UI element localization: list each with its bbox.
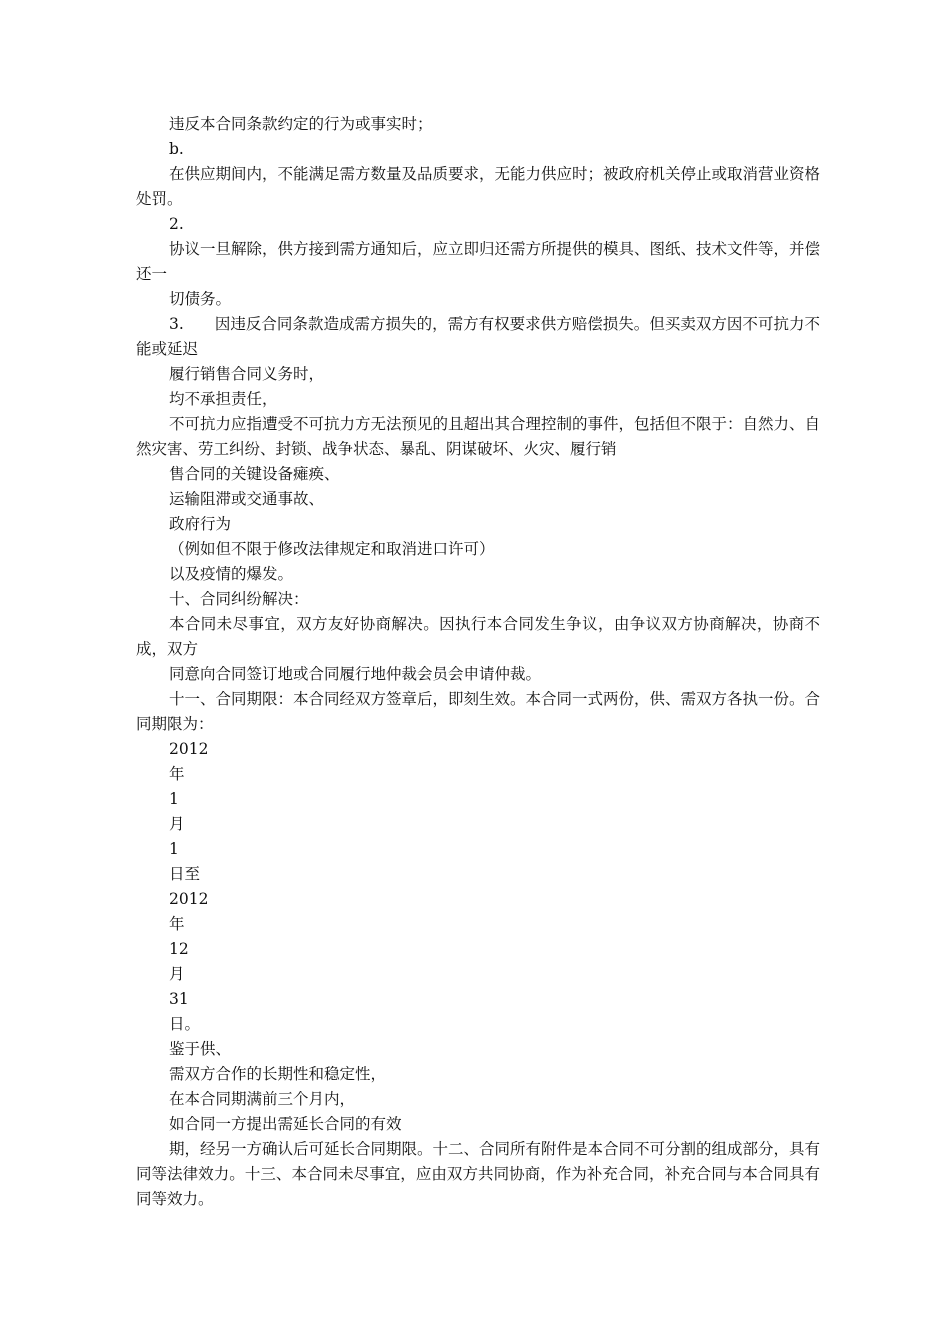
paragraph: （例如但不限于修改法律规定和取消进口许可） [169, 540, 495, 558]
date-fragment: 日。 [169, 1015, 201, 1033]
paragraph: 运输阻滞或交通事故、 [169, 490, 325, 508]
paragraph: 本合同未尽事宜，双方友好协商解决。因执行本合同发生争议，由争议双方协商解决，协商不成，双方 [136, 615, 820, 658]
paragraph: 在供应期间内，不能满足需方数量及品质要求，无能力供应时；被政府机关停止或取消营业资格处罚。 [136, 165, 821, 208]
paragraph: 期，经另一方确认后可延长合同期限。十二、合同所有附件是本合同不可分割的组成部分，具有同等法律效力。十三、本合同未尽事宜，应由双方共同协商，作为补充合同，补充合同与本合同具有同等效力。 [136, 1140, 821, 1208]
date-fragment: 1 [169, 840, 179, 858]
date-fragment: 年 [169, 765, 185, 783]
date-fragment: 月 [169, 815, 185, 833]
paragraph: 需双方合作的长期性和稳定性， [169, 1065, 387, 1083]
paragraph: 违反本合同条款约定的行为或事实时； [169, 115, 433, 133]
paragraph: 切债务。 [169, 290, 232, 308]
date-fragment: 2012 [169, 890, 209, 908]
section-heading: 十、合同纠纷解决： [169, 590, 309, 608]
paragraph: b. [169, 140, 184, 158]
date-fragment: 31 [169, 990, 189, 1008]
paragraph: 鉴于供、 [169, 1040, 232, 1058]
paragraph: 同意向合同签订地或合同履行地仲裁会员会申请仲裁。 [169, 665, 542, 683]
paragraph: 如合同一方提出需延长合同的有效 [169, 1115, 402, 1133]
paragraph: 以及疫情的爆发。 [169, 565, 294, 583]
paragraph: 售合同的关键设备瘫痪、 [169, 465, 340, 483]
date-fragment: 年 [169, 915, 185, 933]
date-fragment: 2012 [169, 740, 209, 758]
date-fragment: 日至 [169, 865, 201, 883]
paragraph: 3. 因违反合同条款造成需方损失的，需方有权要求供方赔偿损失。但买卖双方因不可抗力不能或延迟 [136, 315, 820, 358]
date-fragment: 月 [169, 965, 185, 983]
document-body [136, 112, 820, 1212]
paragraph: 不可抗力应指遭受不可抗力方无法预见的且超出其合理控制的事件，包括但不限于：自然力、自然灾害、劳工纠纷、封锁、战争状态、暴乱、阴谋破坏、火灾、履行销 [136, 415, 821, 458]
paragraph: 十一、合同期限：本合同经双方签章后，即刻生效。本合同一式两份，供、需双方各执一份。合同期限为： [136, 690, 821, 733]
paragraph: 在本合同期满前三个月内， [169, 1090, 356, 1108]
date-fragment: 1 [169, 790, 179, 808]
paragraph: 履行销售合同义务时， [169, 365, 325, 383]
date-fragment: 12 [169, 940, 189, 958]
paragraph: 均不承担责任， [169, 390, 278, 408]
paragraph: 协议一旦解除，供方接到需方通知后，应立即归还需方所提供的模具、图纸、技术文件等，并偿还一 [136, 240, 821, 283]
paragraph: 2. [169, 215, 184, 233]
paragraph: 政府行为 [169, 515, 232, 533]
